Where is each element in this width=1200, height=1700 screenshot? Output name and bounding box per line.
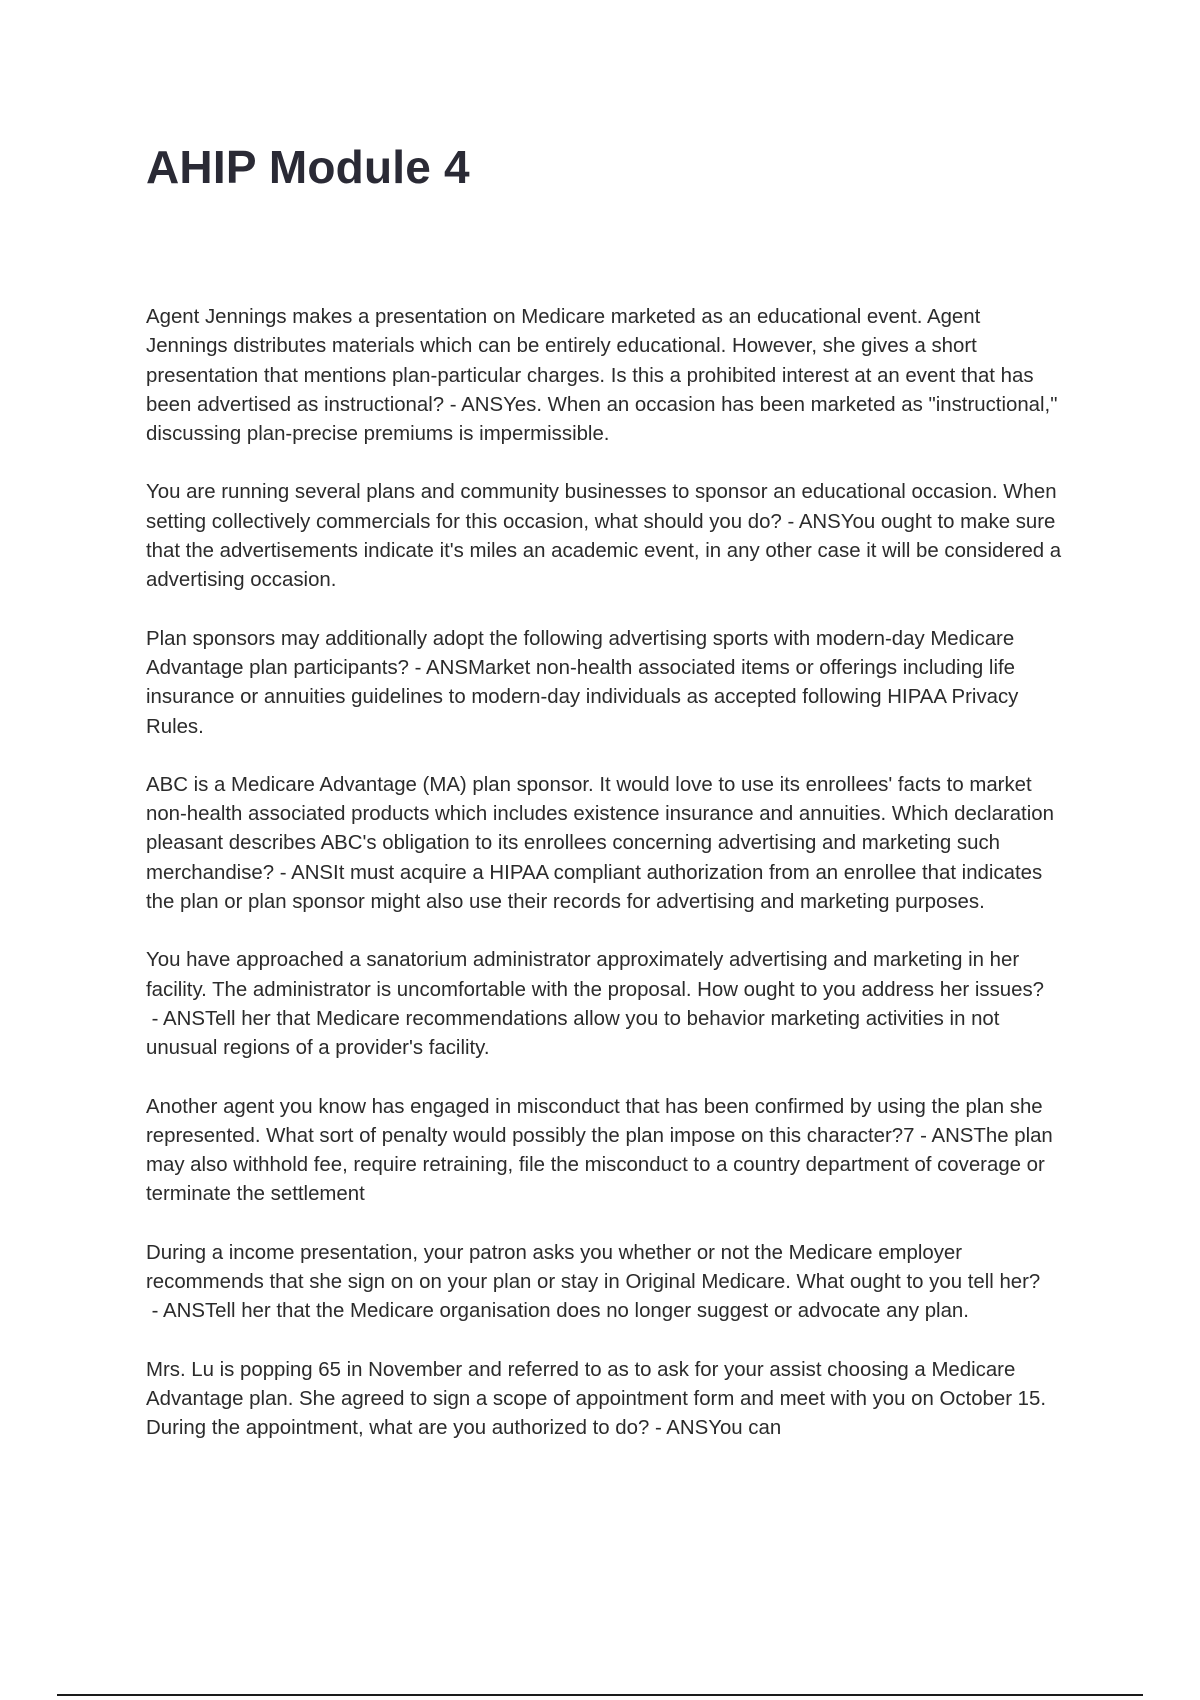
qa-item [146,303,1066,449]
answer-text: You can [708,1417,782,1440]
answer-separator: - [274,861,292,884]
answer-separator: - [409,656,426,679]
answer-prefix: ANS [163,1300,205,1323]
question-text: You are running several plans and community businesses to sponsor an educational occasion. When setting collectively commercials for this occasion, what should you do? [146,481,1057,533]
answer-separator: - [649,1417,667,1440]
answer-separator: - [146,1300,163,1323]
answer-prefix: ANS [163,1007,205,1030]
answer-separator: - [781,510,799,533]
answer-text: Yes. When an occasion has been marketed as "instructional," discussing plan-precise premiums is impermissible. [146,393,1058,446]
page-bottom-rule [57,1694,1143,1696]
answer-text: Tell her that the Medicare organisation does no longer suggest or advocate any plan. [204,1300,969,1323]
question-text: Agent Jennings makes a presentation on Medicare marketed as an educational event. Agent Jennings distributes materials which can be entirely educational. However, she gives a short presentation that mentions plan-particular charges. Is this a prohibited interest at an event that has been advertised as instructional? [146,306,1034,416]
question-text: Plan sponsors may additionally adopt the following advertising sports with modern-day Medicare Advantage plan participants? [146,627,1015,679]
qa-item [146,478,1066,595]
page-title: AHIP Module 4 [146,141,470,193]
qa-item [146,625,1066,742]
answer-text: You ought to make sure that the advertisements indicate it's miles an academic event, in any other case it will be considered a advertising occasion. [146,510,1062,592]
question-text: You have approached a sanatorium administrator approximately advertising and marketing in her facility. The administrator is uncomfortable with the proposal. How ought to you address her issues? [146,949,1045,1001]
qa-item [146,946,1066,1063]
answer-separator: - [146,1007,163,1030]
qa-item [146,1239,1066,1327]
question-text: ABC is a Medicare Advantage (MA) plan sponsor. It would love to use its enrollees' facts to market non-health associated products which includes existence insurance and annuities. Which declaration pleasant describes ABC's obligation to its enrollees concerning advertising and marketing such merchandise? [146,773,1054,884]
answer-prefix: ANS [291,861,334,884]
answer-prefix: ANS [426,656,468,679]
qa-list [146,303,1066,1473]
answer-prefix: ANS [798,510,841,533]
answer-prefix: ANS [666,1417,709,1440]
question-text: During a income presentation, your patron asks you whether or not the Medicare employer recommends that she sign on on your plan or stay in Original Medicare. What ought to you tell her? [146,1241,1041,1294]
question-text: Mrs. Lu is popping 65 in November and referred to as to ask for your assist choosing a Medicare Advantage plan. She agreed to sign a scope of appointment form and meet with you on October 15. During the appointment, what are you authorized to do? [146,1358,1047,1440]
answer-prefix: ANS [931,1124,974,1147]
answer-text: The plan may also withhold fee, require retraining, file the misconduct to a country department of coverage or terminate the settlement [146,1124,1053,1206]
qa-item [146,1093,1066,1210]
qa-item [146,1356,1066,1444]
answer-text: Market non-health associated items or offerings including life insurance or annuities guidelines to modern-day individuals as accepted following HIPAA Privacy Rules. [146,656,1019,738]
answer-separator: - [444,393,462,416]
answer-separator: - [914,1124,932,1147]
answer-prefix: ANS [461,393,504,416]
question-text: Another agent you know has engaged in misconduct that has been confirmed by using the plan she represented. What sort of penalty would possibly the plan impose on this character?7 [146,1095,1043,1147]
qa-item [146,771,1066,917]
answer-text: Tell her that Medicare recommendations allow you to behavior marketing activities in not unusual regions of a provider's facility. [146,1007,1000,1060]
answer-text: It must acquire a HIPAA compliant authorization from an enrollee that indicates the plan or plan sponsor might also use their records for advertising and marketing purposes. [146,861,1043,914]
